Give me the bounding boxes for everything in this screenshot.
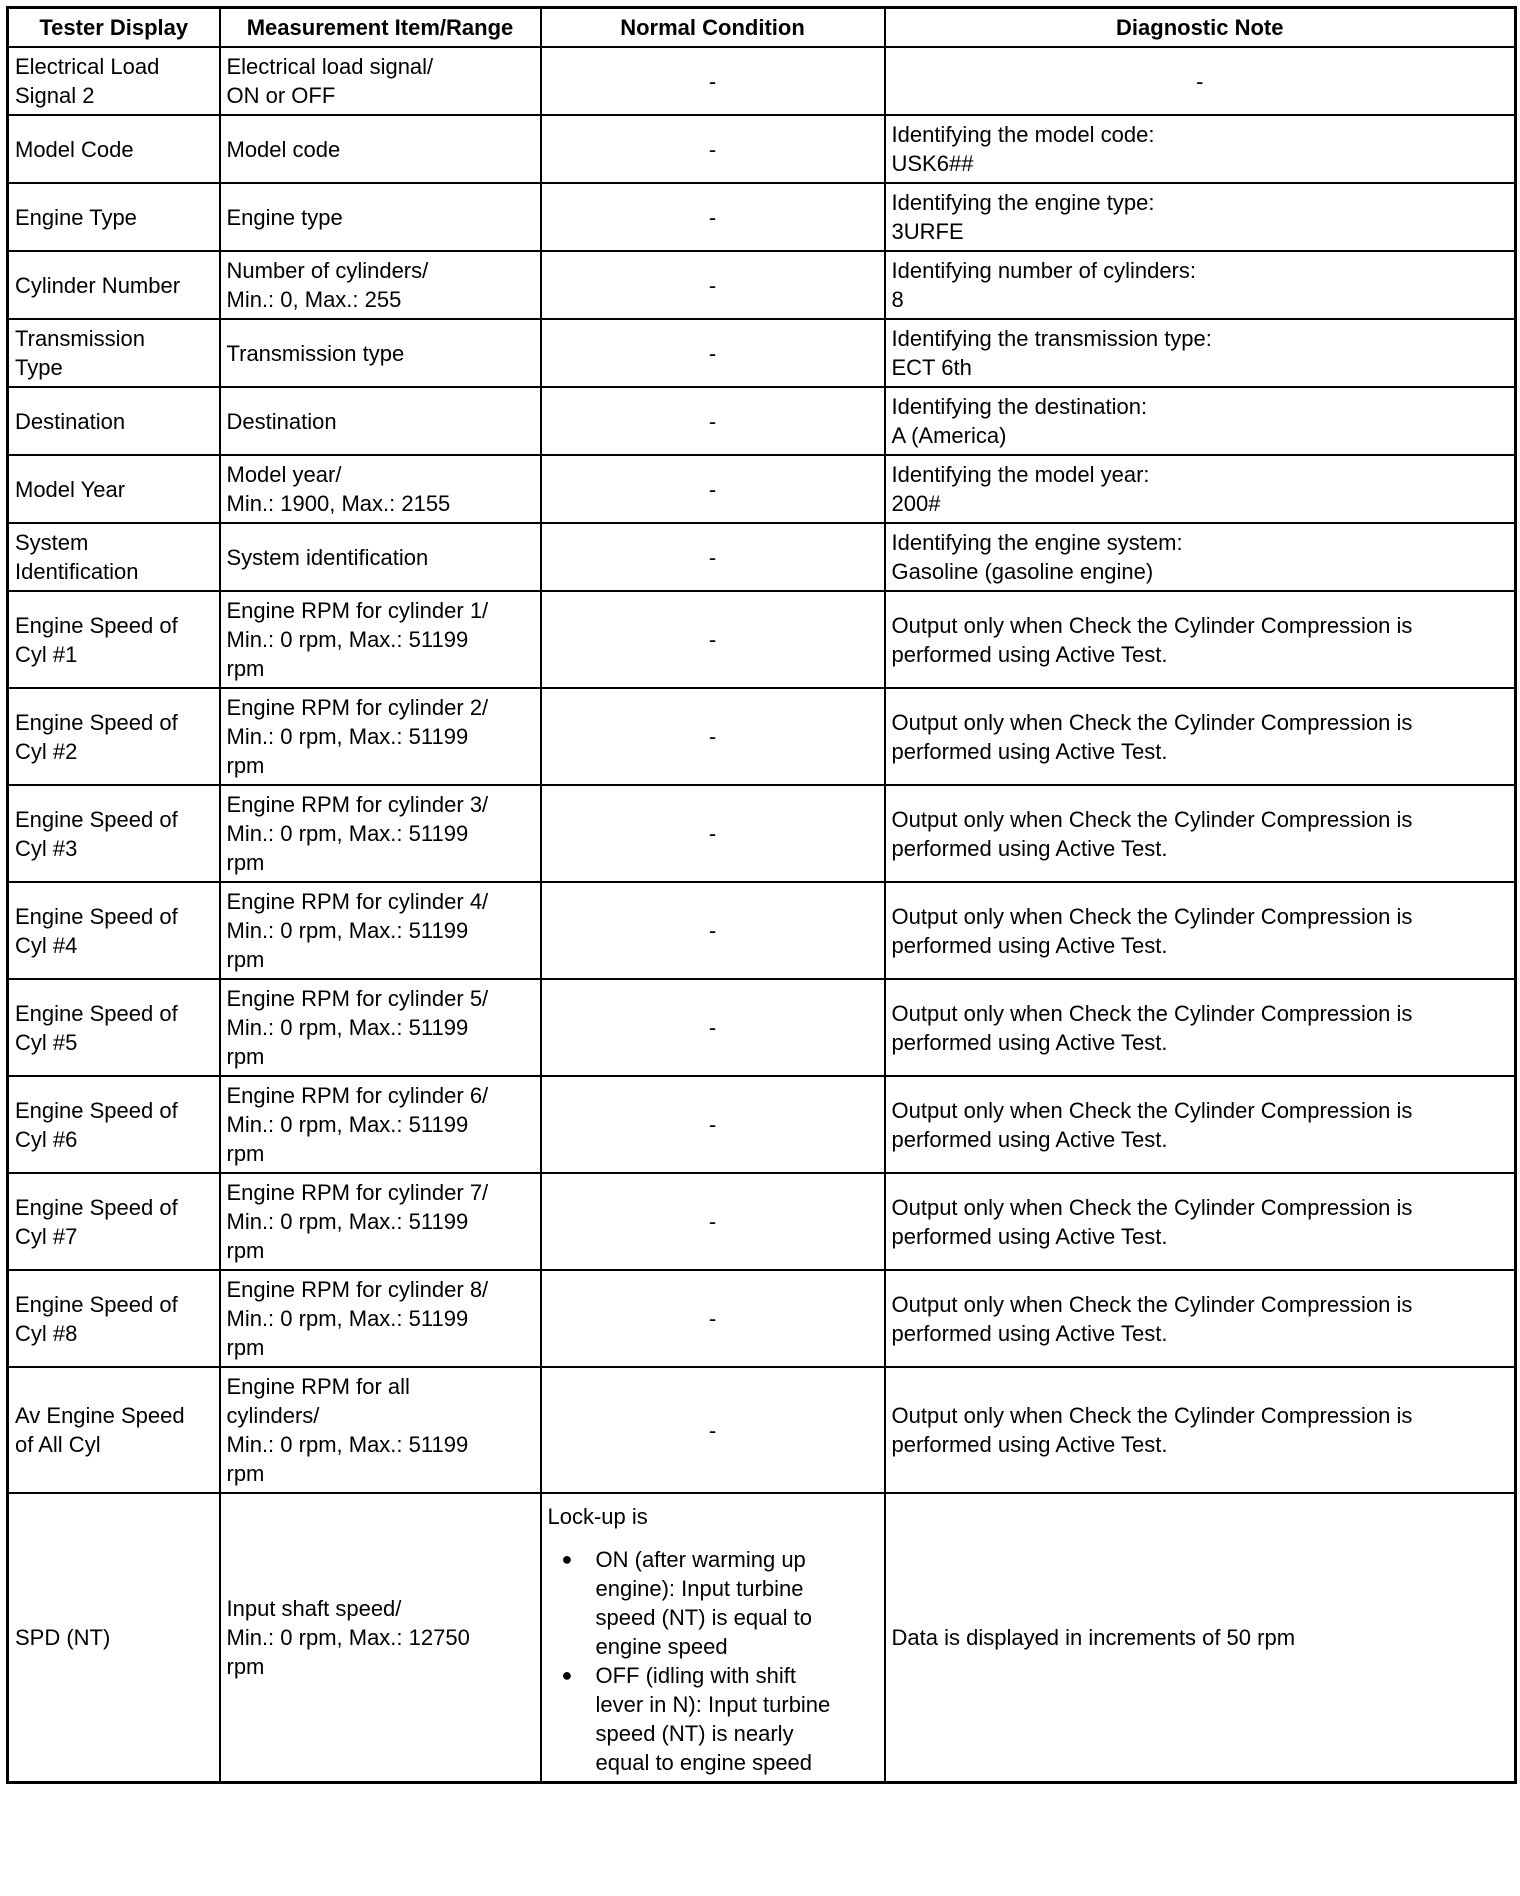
tester-display-line: Engine Speed of	[15, 1194, 178, 1220]
diagnostic-note-cell	[885, 882, 1516, 979]
table-row	[8, 183, 1516, 251]
normal-condition-cell	[541, 115, 885, 183]
normal-condition-cell	[541, 183, 885, 251]
diagnostic-note-cell	[885, 785, 1516, 882]
measurement-range-line: Engine RPM for cylinder 8/	[226, 1277, 489, 1302]
measurement-range-cell	[220, 183, 541, 251]
diagnostic-note-line: performed using Active Test.	[891, 1126, 1168, 1152]
condition-bullet-line: engine speed	[595, 1634, 728, 1659]
normal-condition-cell	[541, 1367, 885, 1493]
measurement-range-cell	[220, 1493, 541, 1783]
condition-bullet-line: lever in N): Input turbine	[595, 1692, 831, 1717]
measurement-range-line: Min.: 0 rpm, Max.: 51199	[226, 724, 469, 749]
normal-condition-value: -	[708, 1112, 717, 1137]
tester-display-line: Cyl #4	[15, 932, 78, 958]
measurement-range-line: rpm	[226, 1044, 265, 1069]
diagnostic-note-line: performed using Active Test.	[891, 1320, 1168, 1346]
measurement-range-line: Model code	[226, 136, 341, 162]
table-row	[8, 882, 1516, 979]
diagnostic-note-line: Identifying the transmission type:	[891, 326, 1212, 351]
condition-bullet-line: speed (NT) is equal to	[595, 1605, 812, 1630]
measurement-range-line: Engine RPM for cylinder 3/	[226, 792, 489, 817]
measurement-range-line: Min.: 0 rpm, Max.: 51199	[226, 1015, 469, 1040]
table-row	[8, 1173, 1516, 1270]
condition-intro: Lock-up is	[547, 1504, 648, 1529]
measurement-range-line: rpm	[226, 947, 265, 972]
diagnostic-note-line: Gasoline (gasoline engine)	[891, 559, 1154, 584]
normal-condition-cell	[541, 785, 885, 882]
tester-display-line: Engine Speed of	[15, 1097, 178, 1123]
diagnostic-note-cell	[885, 251, 1516, 319]
diagnostic-note-line: ECT 6th	[891, 355, 972, 380]
tester-display-cell	[8, 47, 220, 115]
header-diagnostic-note: Diagnostic Note	[885, 8, 1516, 48]
tester-display-line: of All Cyl	[15, 1432, 101, 1457]
measurement-range-line: rpm	[226, 753, 265, 778]
diagnostic-note-line: Identifying the engine system:	[891, 530, 1183, 555]
measurement-range-line: Engine RPM for cylinder 1/	[226, 598, 489, 623]
measurement-range-cell	[220, 455, 541, 523]
normal-condition-value: -	[708, 204, 717, 230]
diagnostic-note-cell	[885, 319, 1516, 387]
measurement-range-line: Engine RPM for all	[226, 1374, 410, 1399]
table-row	[8, 455, 1516, 523]
normal-condition-cell	[541, 1076, 885, 1173]
tester-display-line: SPD (NT)	[15, 1625, 111, 1650]
diagnostic-note-line: 200#	[891, 491, 941, 516]
tester-display-line: Cyl #1	[15, 641, 78, 667]
measurement-range-line: cylinders/	[226, 1403, 320, 1428]
measurement-range-line: Engine RPM for cylinder 7/	[226, 1180, 489, 1205]
diagnostic-note-line: USK6##	[891, 151, 974, 176]
table-row	[8, 1076, 1516, 1173]
tester-display-cell	[8, 251, 220, 319]
normal-condition-cell	[541, 688, 885, 785]
normal-condition-cell	[541, 319, 885, 387]
tester-display-line: Cylinder Number	[15, 272, 181, 298]
tester-display-line: Cyl #2	[15, 738, 78, 764]
diagnostic-note-cell	[885, 688, 1516, 785]
normal-condition-cell	[541, 591, 885, 688]
measurement-range-cell	[220, 523, 541, 591]
normal-condition-cell	[541, 455, 885, 523]
measurement-range-cell	[220, 387, 541, 455]
diagnostic-note-cell	[885, 1270, 1516, 1367]
measurement-range-line: Min.: 0, Max.: 255	[226, 287, 402, 312]
tester-display-line: Model Year	[15, 476, 126, 502]
diagnostic-note-cell	[885, 1076, 1516, 1173]
condition-bullet-line: ● OFF (idling with shift	[595, 1663, 796, 1688]
measurement-range-cell	[220, 47, 541, 115]
measurement-range-line: Engine RPM for cylinder 2/	[226, 695, 489, 720]
tester-display-cell	[8, 1076, 220, 1173]
data-list-table	[6, 6, 1517, 1784]
tester-display-cell	[8, 319, 220, 387]
tester-display-line: Cyl #3	[15, 835, 78, 861]
measurement-range-line: Input shaft speed/	[226, 1596, 402, 1621]
measurement-range-line: Model year/	[226, 462, 342, 487]
diagnostic-note-cell	[885, 387, 1516, 455]
diagnostic-note-cell	[885, 47, 1516, 115]
tester-display-line: Electrical Load	[15, 54, 160, 79]
measurement-range-line: rpm	[226, 1141, 265, 1166]
measurement-range-line: Min.: 0 rpm, Max.: 12750	[226, 1625, 470, 1650]
normal-condition-value: -	[708, 68, 717, 94]
normal-condition-value: -	[708, 408, 717, 434]
tester-display-cell	[8, 882, 220, 979]
table-row	[8, 523, 1516, 591]
diagnostic-note-line: Output only when Check the Cylinder Compression is	[891, 1000, 1413, 1026]
tester-display-line: System	[15, 530, 89, 555]
measurement-range-cell	[220, 688, 541, 785]
table-row	[8, 115, 1516, 183]
tester-display-line: Model Code	[15, 136, 134, 162]
normal-condition-cell	[541, 523, 885, 591]
tester-display-cell	[8, 1270, 220, 1367]
measurement-range-cell	[220, 882, 541, 979]
diagnostic-note-line: A (America)	[891, 423, 1007, 448]
normal-condition-value: -	[708, 272, 717, 298]
normal-condition-cell	[541, 1493, 885, 1783]
measurement-range-line: rpm	[226, 1335, 265, 1360]
normal-condition-value: -	[708, 1015, 717, 1040]
diagnostic-note-line: performed using Active Test.	[891, 932, 1168, 958]
diagnostic-note-line: performed using Active Test.	[891, 738, 1168, 764]
diagnostic-note-cell	[885, 1173, 1516, 1270]
tester-display-line: Signal 2	[15, 83, 95, 108]
diagnostic-note-line: 3URFE	[891, 219, 964, 244]
table-row	[8, 47, 1516, 115]
measurement-range-line: Min.: 0 rpm, Max.: 51199	[226, 821, 469, 846]
measurement-range-cell	[220, 1367, 541, 1493]
tester-display-cell	[8, 591, 220, 688]
diagnostic-note-line: Data is displayed in increments of 50 rpm	[891, 1625, 1296, 1650]
diagnostic-note-line: Output only when Check the Cylinder Compression is	[891, 1403, 1413, 1428]
normal-condition-value: -	[708, 627, 717, 652]
tester-display-cell	[8, 455, 220, 523]
diagnostic-note-cell	[885, 591, 1516, 688]
tester-display-cell	[8, 785, 220, 882]
normal-condition-value: -	[708, 476, 717, 502]
tester-display-line: Av Engine Speed	[15, 1403, 185, 1428]
table-row	[8, 251, 1516, 319]
measurement-range-line: Engine RPM for cylinder 6/	[226, 1083, 489, 1108]
measurement-range-line: Transmission type	[226, 340, 405, 366]
measurement-range-cell	[220, 785, 541, 882]
tester-display-cell	[8, 1173, 220, 1270]
header-measurement-item-range: Measurement Item/Range	[220, 8, 541, 48]
tester-display-cell	[8, 1493, 220, 1783]
header-row	[8, 8, 1516, 48]
measurement-range-cell	[220, 251, 541, 319]
diagnostic-note-line: performed using Active Test.	[891, 641, 1168, 667]
measurement-range-line: Number of cylinders/	[226, 258, 429, 283]
measurement-range-line: Min.: 0 rpm, Max.: 51199	[226, 918, 469, 943]
diagnostic-note-line: performed using Active Test.	[891, 1223, 1168, 1249]
tester-display-line: Engine Speed of	[15, 709, 178, 735]
diagnostic-note-line: Output only when Check the Cylinder Compression is	[891, 806, 1413, 832]
diagnostic-note-cell	[885, 115, 1516, 183]
condition-bullet-item	[596, 1545, 878, 1661]
diagnostic-note-cell	[885, 183, 1516, 251]
table-row	[8, 387, 1516, 455]
measurement-range-cell	[220, 1076, 541, 1173]
tester-display-cell	[8, 183, 220, 251]
normal-condition-cell	[541, 387, 885, 455]
table-row	[8, 319, 1516, 387]
tester-display-line: Cyl #8	[15, 1320, 78, 1346]
diagnostic-note-line: performed using Active Test.	[891, 1029, 1168, 1055]
measurement-range-cell	[220, 591, 541, 688]
tester-display-line: Engine Speed of	[15, 903, 178, 929]
normal-condition-value: -	[708, 544, 717, 570]
measurement-range-cell	[220, 319, 541, 387]
condition-bullet-line: ● ON (after warming up	[595, 1547, 806, 1572]
table-row	[8, 785, 1516, 882]
measurement-range-line: Min.: 1900, Max.: 2155	[226, 491, 451, 516]
tester-display-cell	[8, 115, 220, 183]
diagnostic-note-line: Output only when Check the Cylinder Compression is	[891, 903, 1413, 929]
measurement-range-cell	[220, 1270, 541, 1367]
header-normal-condition: Normal Condition	[541, 8, 885, 48]
measurement-range-line: rpm	[226, 1461, 265, 1486]
diagnostic-note-line: Identifying the destination:	[891, 394, 1148, 419]
tester-display-cell	[8, 979, 220, 1076]
tester-display-line: Engine Type	[15, 204, 137, 230]
normal-condition-cell	[541, 882, 885, 979]
normal-condition-value: -	[708, 821, 717, 846]
diagnostic-note-cell	[885, 979, 1516, 1076]
diagnostic-note-line: Output only when Check the Cylinder Compression is	[891, 1097, 1413, 1123]
measurement-range-line: Engine RPM for cylinder 4/	[226, 889, 489, 914]
measurement-range-cell	[220, 115, 541, 183]
normal-condition-value: -	[708, 918, 717, 943]
diagnostic-note-line: Identifying the model code:	[891, 122, 1155, 147]
diagnostic-note-line: 8	[891, 287, 904, 312]
tester-display-line: Destination	[15, 408, 126, 434]
measurement-range-line: rpm	[226, 1654, 265, 1679]
tester-display-line: Engine Speed of	[15, 1000, 178, 1026]
diagnostic-note-line: Identifying the engine type:	[891, 190, 1155, 215]
normal-condition-value: -	[708, 1306, 717, 1331]
normal-condition-cell	[541, 47, 885, 115]
normal-condition-value: -	[708, 1209, 717, 1234]
normal-condition-cell	[541, 1173, 885, 1270]
measurement-range-line: Engine RPM for cylinder 5/	[226, 986, 489, 1011]
normal-condition-cell	[541, 979, 885, 1076]
normal-condition-value: -	[708, 724, 717, 749]
tester-display-line: Type	[15, 355, 63, 380]
tester-display-line: Cyl #6	[15, 1126, 78, 1152]
measurement-range-line: Min.: 0 rpm, Max.: 51199	[226, 1112, 469, 1137]
table-body	[8, 47, 1516, 1783]
table-row	[8, 1270, 1516, 1367]
diagnostic-note-line: -	[1196, 68, 1204, 94]
diagnostic-note-line: Output only when Check the Cylinder Compression is	[891, 1291, 1413, 1317]
measurement-range-line: Min.: 0 rpm, Max.: 51199	[226, 1209, 469, 1234]
tester-display-cell	[8, 523, 220, 591]
diagnostic-note-cell	[885, 1493, 1516, 1783]
tester-display-line: Cyl #7	[15, 1223, 78, 1249]
measurement-range-line: ON or OFF	[226, 83, 336, 108]
normal-condition-value: -	[708, 136, 717, 162]
measurement-range-line: rpm	[226, 1238, 265, 1263]
measurement-range-line: Min.: 0 rpm, Max.: 51199	[226, 1432, 469, 1457]
measurement-range-line: Min.: 0 rpm, Max.: 51199	[226, 1306, 469, 1331]
condition-bullet-item	[596, 1661, 878, 1777]
table-row-spd-nt	[8, 1493, 1516, 1783]
measurement-range-line: Min.: 0 rpm, Max.: 51199	[226, 627, 469, 652]
condition-bullet-line: engine): Input turbine	[595, 1576, 804, 1601]
diagnostic-note-line: Output only when Check the Cylinder Compression is	[891, 1194, 1413, 1220]
diagnostic-note-line: Output only when Check the Cylinder Compression is	[891, 709, 1413, 735]
condition-bullet-list	[548, 1545, 878, 1777]
data-list-table-page	[6, 6, 1514, 1784]
table-row	[8, 979, 1516, 1076]
tester-display-cell	[8, 688, 220, 785]
tester-display-line: Transmission	[15, 326, 145, 351]
tester-display-line: Engine Speed of	[15, 612, 178, 638]
measurement-range-line: Engine type	[226, 204, 343, 230]
measurement-range-line: rpm	[226, 656, 265, 681]
diagnostic-note-cell	[885, 455, 1516, 523]
table-row	[8, 1367, 1516, 1493]
condition-bullet-line: speed (NT) is nearly	[595, 1721, 794, 1746]
measurement-range-cell	[220, 979, 541, 1076]
diagnostic-note-cell	[885, 523, 1516, 591]
tester-display-cell	[8, 387, 220, 455]
header-tester-display: Tester Display	[8, 8, 220, 48]
diagnostic-note-line: performed using Active Test.	[891, 835, 1168, 861]
table-row	[8, 688, 1516, 785]
normal-condition-cell	[541, 1270, 885, 1367]
measurement-range-line: System identification	[226, 544, 429, 570]
diagnostic-note-line: Identifying number of cylinders:	[891, 258, 1196, 283]
diagnostic-note-line: Identifying the model year:	[891, 462, 1150, 487]
normal-condition-value: -	[708, 340, 717, 366]
condition-bullet-line: equal to engine speed	[595, 1750, 813, 1775]
tester-display-line: Cyl #5	[15, 1029, 78, 1055]
measurement-range-line: Destination	[226, 408, 337, 434]
tester-display-line: Engine Speed of	[15, 1291, 178, 1317]
diagnostic-note-line: performed using Active Test.	[891, 1432, 1168, 1457]
measurement-range-line: rpm	[226, 850, 265, 875]
tester-display-cell	[8, 1367, 220, 1493]
measurement-range-cell	[220, 1173, 541, 1270]
diagnostic-note-cell	[885, 1367, 1516, 1493]
table-row	[8, 591, 1516, 688]
tester-display-line: Identification	[15, 559, 139, 584]
normal-condition-cell	[541, 251, 885, 319]
normal-condition-value: -	[708, 1417, 717, 1443]
tester-display-line: Engine Speed of	[15, 806, 178, 832]
diagnostic-note-line: Output only when Check the Cylinder Compression is	[891, 612, 1413, 638]
measurement-range-line: Electrical load signal/	[226, 54, 434, 79]
